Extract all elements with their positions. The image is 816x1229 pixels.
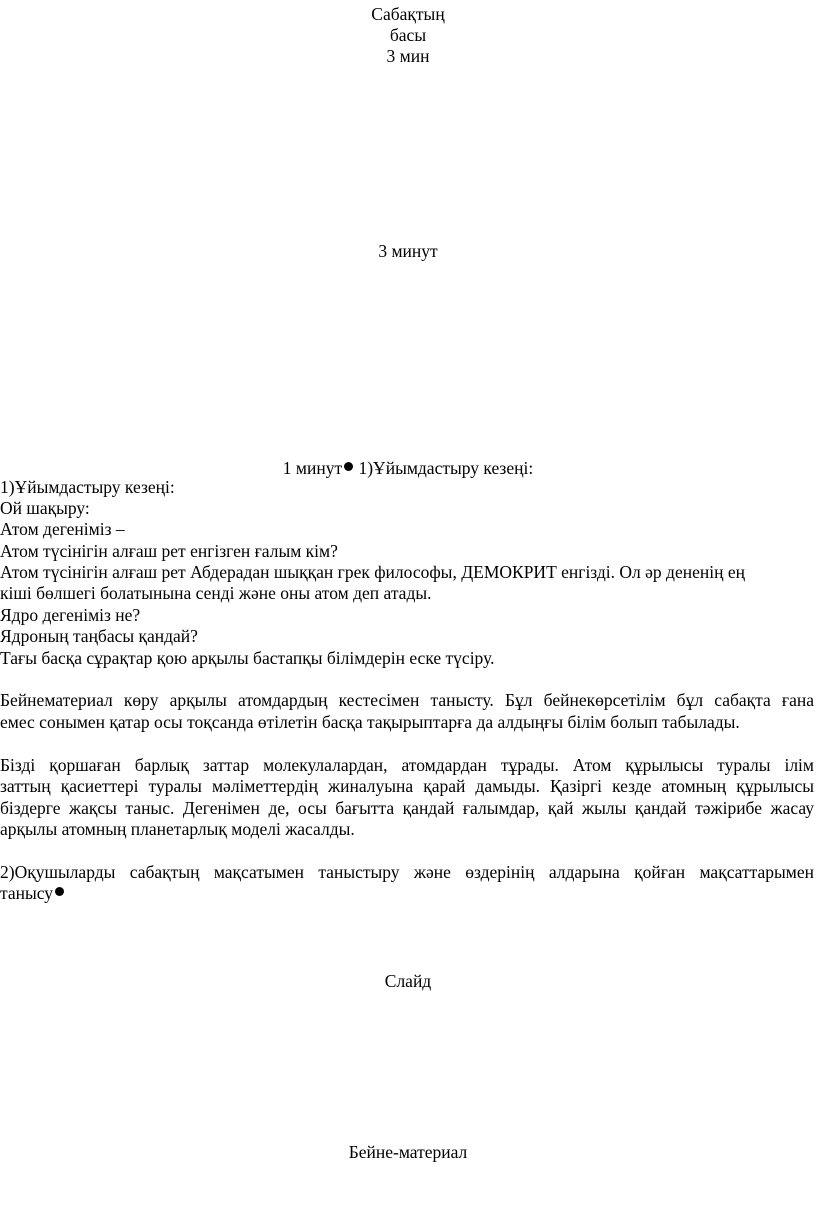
question-atom: Атом дегеніміз –: [0, 519, 125, 539]
resource-slide: Слайд: [384, 971, 432, 991]
review-text: Тағы басқа сұрақтар қою арқылы бастапқы білімдерін еске түсіру.: [0, 648, 495, 668]
goals-line-1: 2)Оқушыларды сабақтың мақсатымен таныстыру және өздерінің алдарына қойған мақсаттарымен: [0, 862, 814, 882]
goals-line-2: [0, 882, 65, 904]
timing-one-minute: 1 минут: [282, 458, 343, 478]
goals-text: танысу: [0, 883, 54, 903]
bullet-icon: [55, 887, 64, 896]
video-paragraph-line-2: емес сонымен қатар осы тоқсанда өтілетін басқа тақырыптарға да алдыңғы білім болып табылады.: [0, 712, 740, 732]
question-nucleus-symbol: Ядроның таңбасы қандай?: [0, 626, 198, 646]
question-nucleus: Ядро дегеніміз не?: [0, 605, 141, 625]
stage-heading: 1)Ұйымдастыру кезеңі:: [0, 477, 175, 497]
timing-stage-label: 1)Ұйымдастыру кезеңі:: [358, 458, 534, 478]
header-lesson-start: Сабақтың: [371, 4, 445, 24]
paragraph-line-3: біздерге жақсы таныс. Дегенімен де, осы бағытта қандай ғалымдар, қай жылы қандай тәжірибе жасау: [0, 798, 814, 818]
paragraph-line-1: Бізді қоршаған барлық заттар молекулалардан, атомдардан тұрады. Атом құрылысы туралы ілім: [0, 755, 814, 775]
header-duration: 3 мин: [386, 46, 430, 66]
bullet-icon: [344, 462, 353, 471]
question-scientist: Атом түсінігін алғаш рет енгізген ғалым кім?: [0, 541, 338, 561]
answer-line-1: Атом түсінігін алғаш рет Абдерадан шыққан грек философы, ДЕМОКРИТ енгізді. Ол әр дененің ең: [0, 562, 745, 582]
paragraph-line-4: арқылы атомның планетарлық моделі жасалды.: [0, 819, 355, 839]
timing-three-minutes: 3 минут: [378, 241, 438, 261]
paragraph-line-2: заттың қасиеттері туралы мәліметтердің жиналуына қарай дамыды. Қазіргі кезде атомның құрылысы: [0, 776, 814, 796]
header-start: басы: [389, 25, 427, 45]
video-paragraph-line-1: Бейнематериал көру арқылы атомдардың кестесімен танысту. Бұл бейнекөрсетілім бұл сабақта ғана: [0, 690, 814, 710]
brainstorm-label: Ой шақыру:: [0, 498, 90, 518]
resource-video: Бейне-материал: [348, 1142, 468, 1162]
answer-line-2: кіші бөлшегі болатынына сенді және оны атом деп атады.: [0, 583, 432, 603]
